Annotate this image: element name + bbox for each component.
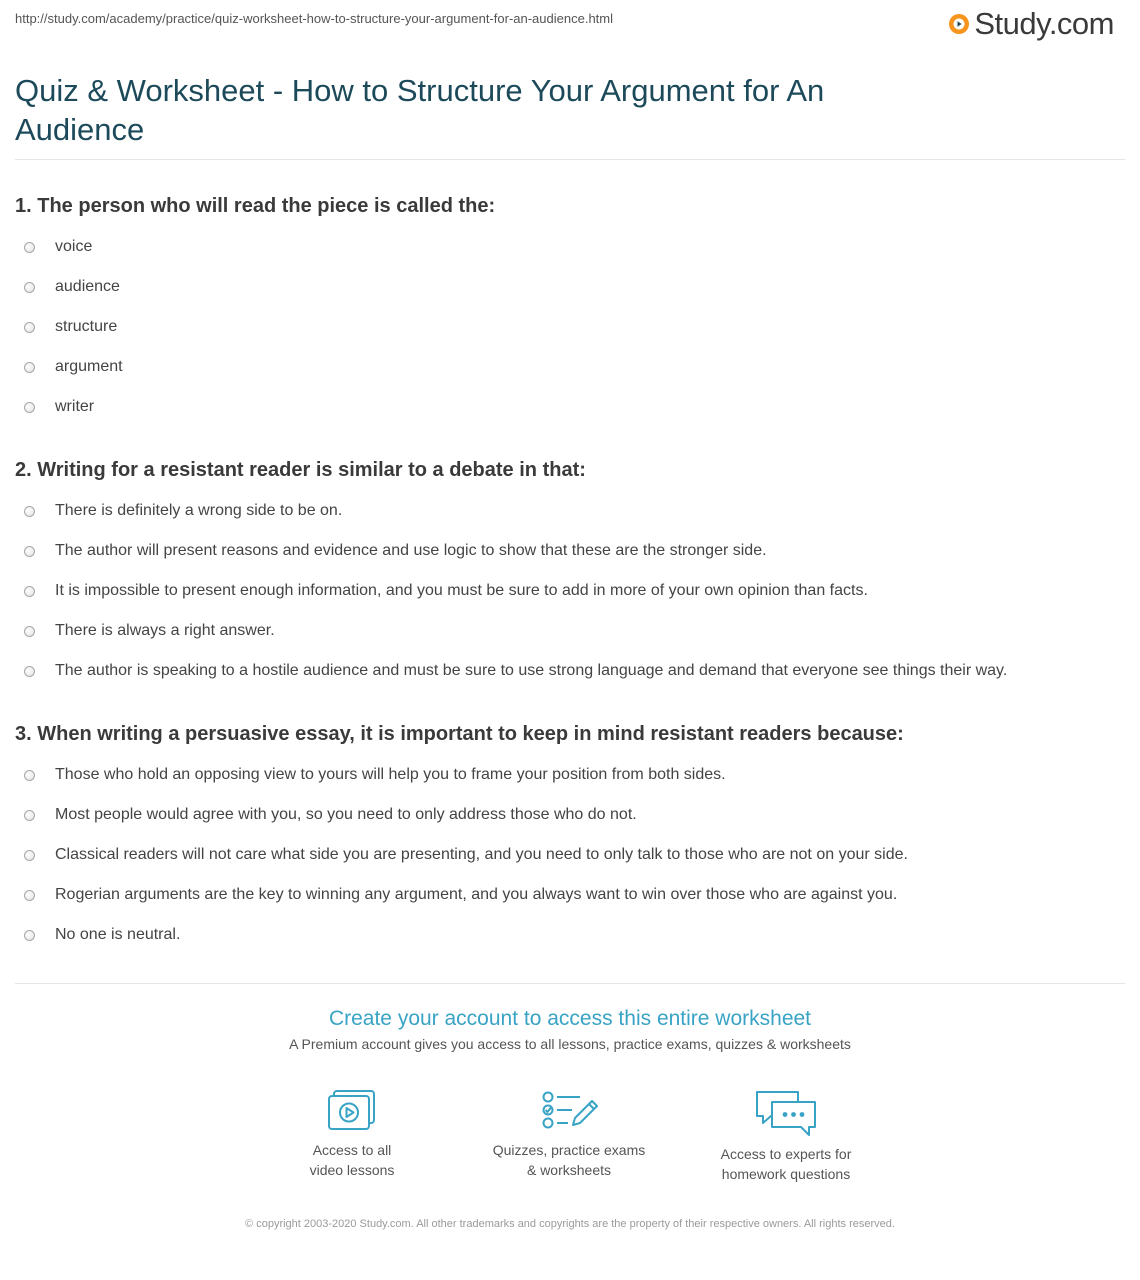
- option-label: structure: [55, 318, 118, 335]
- answer-option[interactable]: [15, 571, 1125, 611]
- feature-line: & worksheets: [526, 1162, 612, 1178]
- feature-line: Access to experts for: [720, 1146, 852, 1162]
- radio-button[interactable]: [24, 930, 35, 941]
- answer-option[interactable]: [15, 875, 1125, 915]
- feature-line: Quizzes, practice exams: [492, 1142, 646, 1158]
- answer-option[interactable]: [15, 795, 1125, 835]
- option-label: There is always a right answer.: [55, 622, 275, 639]
- question-3: [15, 722, 1125, 955]
- option-label: Classical readers will not care what side you are presenting, and you need to only talk to those who are not on your side.: [55, 846, 908, 863]
- page-title: Quiz & Worksheet - How to Structure Your Argument for An Audience: [15, 73, 825, 147]
- radio-button[interactable]: [24, 362, 35, 373]
- question-text: 2. Writing for a resistant reader is similar to a debate in that:: [15, 459, 586, 481]
- option-label: The author will present reasons and evidence and use logic to show that these are the stronger side.: [55, 542, 767, 559]
- answer-option[interactable]: [15, 387, 1125, 427]
- option-label: It is impossible to present enough information, and you must be sure to add in more of your own opinion than facts.: [55, 582, 868, 599]
- radio-button[interactable]: [24, 402, 35, 413]
- feature-video-lessons: [252, 1088, 452, 1180]
- option-label: Rogerian arguments are the key to winning any argument, and you always want to win over those who are against you.: [55, 886, 898, 903]
- radio-button[interactable]: [24, 546, 35, 557]
- feature-line: homework questions: [721, 1166, 851, 1182]
- title-divider: [15, 159, 1125, 160]
- cta-title-link[interactable]: Create your account to access this entire worksheet: [328, 1007, 812, 1030]
- radio-button[interactable]: [24, 810, 35, 821]
- answer-options: [15, 491, 1125, 691]
- question-text: 3. When writing a persuasive essay, it is important to keep in mind resistant readers because:: [15, 723, 904, 745]
- answer-option[interactable]: [15, 755, 1125, 795]
- feature-quizzes: [469, 1088, 669, 1180]
- cta-divider: [15, 983, 1125, 984]
- radio-button[interactable]: [24, 322, 35, 333]
- answer-options: [15, 227, 1125, 427]
- answer-option[interactable]: [15, 227, 1125, 267]
- option-label: No one is neutral.: [55, 926, 181, 943]
- radio-button[interactable]: [24, 666, 35, 677]
- option-label: Those who hold an opposing view to yours will help you to frame your position from both sides.: [55, 766, 726, 783]
- chat-bubbles-icon: [754, 1088, 818, 1138]
- logo-text: Study.com: [974, 6, 1114, 41]
- answer-option[interactable]: [15, 915, 1125, 955]
- question-text: 1. The person who will read the piece is called the:: [15, 195, 496, 217]
- feature-line: Access to all: [312, 1142, 392, 1158]
- option-label: The author is speaking to a hostile audience and must be sure to use strong language and demand that everyone see things their way.: [55, 662, 1008, 679]
- radio-button[interactable]: [24, 242, 35, 253]
- radio-button[interactable]: [24, 770, 35, 781]
- radio-button[interactable]: [24, 282, 35, 293]
- option-label: writer: [55, 398, 95, 415]
- cta-subtitle: A Premium account gives you access to all lessons, practice exams, quizzes & worksheets: [289, 1036, 851, 1052]
- option-label: argument: [55, 358, 123, 375]
- option-label: Most people would agree with you, so you need to only address those who do not.: [55, 806, 637, 823]
- option-label: There is definitely a wrong side to be on.: [55, 502, 343, 519]
- option-label: voice: [55, 238, 93, 255]
- option-label: audience: [55, 278, 120, 295]
- question-2: [15, 458, 1125, 691]
- radio-button[interactable]: [24, 626, 35, 637]
- answer-options: [15, 755, 1125, 955]
- answer-option[interactable]: [15, 835, 1125, 875]
- radio-button[interactable]: [24, 850, 35, 861]
- answer-option[interactable]: [15, 347, 1125, 387]
- play-circle-icon: [948, 13, 970, 35]
- radio-button[interactable]: [24, 586, 35, 597]
- quiz-checklist-icon: [540, 1088, 598, 1134]
- study-logo[interactable]: [948, 6, 1114, 42]
- question-1: [15, 194, 1125, 427]
- copyright-footer: © copyright 2003-2020 Study.com. All other trademarks and copyrights are the property of their respective owners. All rights reserved.: [245, 1218, 895, 1230]
- answer-option[interactable]: [15, 491, 1125, 531]
- answer-option[interactable]: [15, 531, 1125, 571]
- answer-option[interactable]: [15, 307, 1125, 347]
- radio-button[interactable]: [24, 890, 35, 901]
- answer-option[interactable]: [15, 651, 1125, 691]
- answer-option[interactable]: [15, 267, 1125, 307]
- signup-cta: [0, 1006, 1140, 1052]
- feature-line: video lessons: [309, 1162, 395, 1178]
- radio-button[interactable]: [24, 506, 35, 517]
- feature-experts: [686, 1088, 886, 1184]
- answer-option[interactable]: [15, 611, 1125, 651]
- page-url: http://study.com/academy/practice/quiz-worksheet-how-to-structure-your-argument-for-an-audience.html: [15, 11, 613, 26]
- video-lessons-icon: [326, 1088, 378, 1134]
